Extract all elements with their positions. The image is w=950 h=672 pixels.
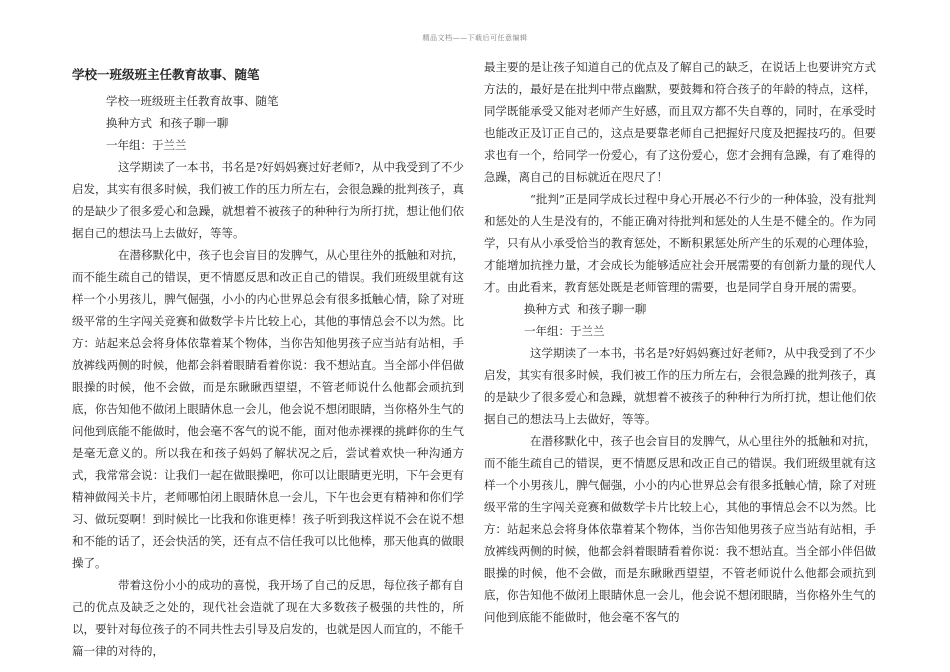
paragraph: 这学期读了一本书，书名是?好妈妈赛过好老师?，从中我受到了不少启发，其实有很多时候，我们被工作的压力所左右，会很急躁的批判孩子，真的是缺少了很多爱心和急躁，就想着不被孩子的种种行为所打扰，想让他们依据自己的想法马上去做好，等等。: [484, 346, 876, 426]
left-column: [72, 56, 464, 662]
paragraph: 带着这份小小的成功的喜悦，我开场了自己的反思，每位孩子都有自己的优点及缺乏之处的，现代社会造就了现在大多数孩子极强的共性的，所以，要针对每位孩子的不同共性去引导及启发的，也就是因人而宜的，不能千篇一律的对待的，: [72, 578, 464, 658]
subtitle: 学校一班级班主任教育故事、随笔: [106, 94, 279, 108]
section-heading: 换种方式 和孩子聊一聊: [524, 302, 647, 316]
paragraph: “批判”正是同学成长过程中身心开展必不行少的一种体验，没有批判和惩处的人生是没有的，不能正确对待批判和惩处的人生是不健全的。作为同学，只有从小承受恰当的教育惩处，不断积累惩处所产生的乐观的心理体验，才能增加抗挫力量，才会成长为能够适应社会开展需要的有创新力量的现代人才。由此看来，教育惩处既是老师管理的需要，也是同学自身开展的需要。: [484, 192, 876, 294]
paragraph: 在潜移默化中，孩子也会盲目的发脾气，从心里往外的抵触和对抗，而不能生疏自己的错误，更不情愿反思和改正自己的错误。我们班级里就有这样一个小男孩儿，脾气倔强，小小的内心世界总会有很多抵触心情，除了对班级平常的生字闯关竞赛和做数学卡片比较上心，其他的事情总会不以为然。比方：站起来总会将身体依靠着某个物体，当你告知他男孩子应当站有站相，手放裤线两侧的时候，他都会斜着眼睛看着你说：我不想站直。当全部小伴侣做眼操的时候，他不会做，而是东瞅瞅西望望，不管老师说什么他都会顽抗到底，你告知他不做闭上眼睛休息一会儿，他会说不想闭眼睛，当你格外生气的问他到底能不能做时，他会毫不客气的: [484, 434, 876, 624]
page-header: 精品文档——下载后可任意编辑: [422, 34, 528, 42]
paragraph: 这学期读了一本书，书名是?好妈妈赛过好老师?，从中我受到了不少启发，其实有很多时候，我们被工作的压力所左右，会很急躁的批判孩子，真的是缺少了很多爱心和急躁，就想着不被孩子的种种行为所打扰，想让他们依据自己的想法马上去做好，等等。: [72, 160, 464, 240]
paragraph: 在潜移默化中，孩子也会盲目的发脾气，从心里往外的抵触和对抗，而不能生疏自己的错误，更不情愿反思和改正自己的错误。我们班级里就有这样一个小男孩儿，脾气倔强，小小的内心世界总会有很多抵触心情，除了对班级平常的生字闯关竞赛和做数学卡片比较上心，其他的事情总会不以为然。比方：站起来总会将身体依靠着某个物体，当你告知他男孩子应当站有站相，手放裤线两侧的时候，他都会斜着眼睛看着你说：我不想站直。当全部小伴侣做眼操的时候，他不会做，而是东瞅瞅西望望，不管老师说什么他都会顽抗到底，你告知他不做闭上眼睛休息一会儿，他会说不想闭眼睛，当你格外生气的问他到底能不能做时，他会毫不客气的说不能，面对他赤裸裸的挑衅你的生气是毫无意义的。所以我在和孩子妈妈了解状况之后，尝试着欢快一种沟通方式，我常常会说：让我们一起在做眼操吧，你可以让眼睛更光明，下午会更有精神做闯关卡片，老师哪怕闭上眼睛休息一会儿，下午也会更有精神和你们学习、做玩耍啊！到时候比一比我和你谁更棒！孩子听到我这样说不会在说不想和不能的话了，还会快活的笑，还有点不信任我可以比他棒，那天他真的做眼操了。: [72, 248, 464, 570]
author-line: 一年组：于兰兰: [106, 138, 187, 152]
section-heading: 换种方式 和孩子聊一聊: [106, 116, 229, 130]
document-title: 学校一班级班主任教育故事、随笔: [72, 67, 260, 82]
right-column: [484, 56, 876, 628]
author-line: 一年组：于兰兰: [524, 324, 605, 338]
paragraph: 最主要的是让孩子知道自己的优点及了解自己的缺乏，在说话上也要讲究方式方法的，最好是在批判中带点幽默，要鼓舞和符合孩子的年龄的特点，这样，同学既能承受又能对老师产生好感，而且双方都不失自尊的，同时，在承受时也能改正及订正自己的，这点是要靠老师自己把握好尺度及把握技巧的。但要求也有一个，给同学一份爱心，有了这份爱心，您才会拥有急躁，有了难得的急躁，离自己的目标就近在咫尺了！: [484, 60, 876, 184]
